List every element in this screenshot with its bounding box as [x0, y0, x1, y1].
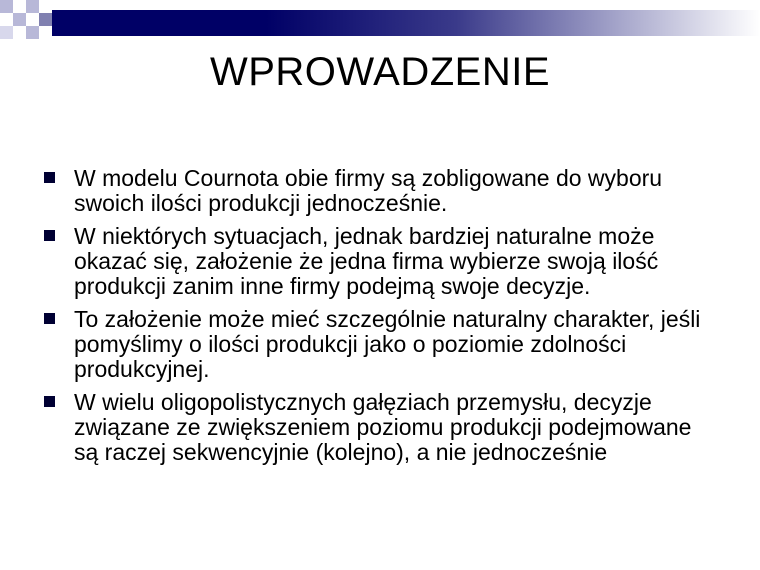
bullet-item	[40, 224, 720, 299]
decor-square	[26, 13, 39, 26]
decor-square	[39, 0, 52, 13]
square-bullet-icon	[44, 230, 55, 241]
bullet-text: W niektórych sytuacjach, jednak bardziej naturalne może okazać się, założenie że jedna firma wybierze swoją ilość produkcji zanim inne firmy podejmą swoje decyzje.	[74, 223, 659, 299]
bullet-list	[40, 166, 720, 473]
bullet-item	[40, 390, 720, 465]
decor-square	[0, 0, 13, 13]
decor-square	[13, 0, 26, 13]
decor-square	[13, 13, 26, 26]
decor-square	[0, 26, 13, 39]
decor-square	[26, 0, 39, 13]
bullet-item	[40, 307, 720, 382]
bullet-item	[40, 166, 720, 216]
decor-square	[13, 26, 26, 39]
square-bullet-icon	[44, 172, 55, 183]
square-bullet-icon	[44, 313, 55, 324]
decorative-gradient-band	[0, 10, 760, 36]
bullet-text: W modelu Cournota obie firmy są zobligowane do wyboru swoich ilości produkcji jednocześnie.	[74, 165, 663, 216]
slide-title: WPROWADZENIE	[209, 50, 551, 94]
bullet-text: To założenie może mieć szczególnie naturalny charakter, jeśli pomyślimy o ilości produkcji jako o poziomie zdolności produkcyjnej.	[74, 306, 701, 382]
decor-square	[26, 26, 39, 39]
decor-square	[39, 13, 52, 26]
square-bullet-icon	[44, 396, 55, 407]
decor-square	[39, 26, 52, 39]
decor-square	[0, 13, 13, 26]
bullet-text: W wielu oligopolistycznych gałęziach przemysłu, decyzje związane ze zwiększeniem poziomu produkcji podejmowane są raczej sekwencyjnie (kolejno), a nie jednocześnie	[74, 389, 692, 465]
